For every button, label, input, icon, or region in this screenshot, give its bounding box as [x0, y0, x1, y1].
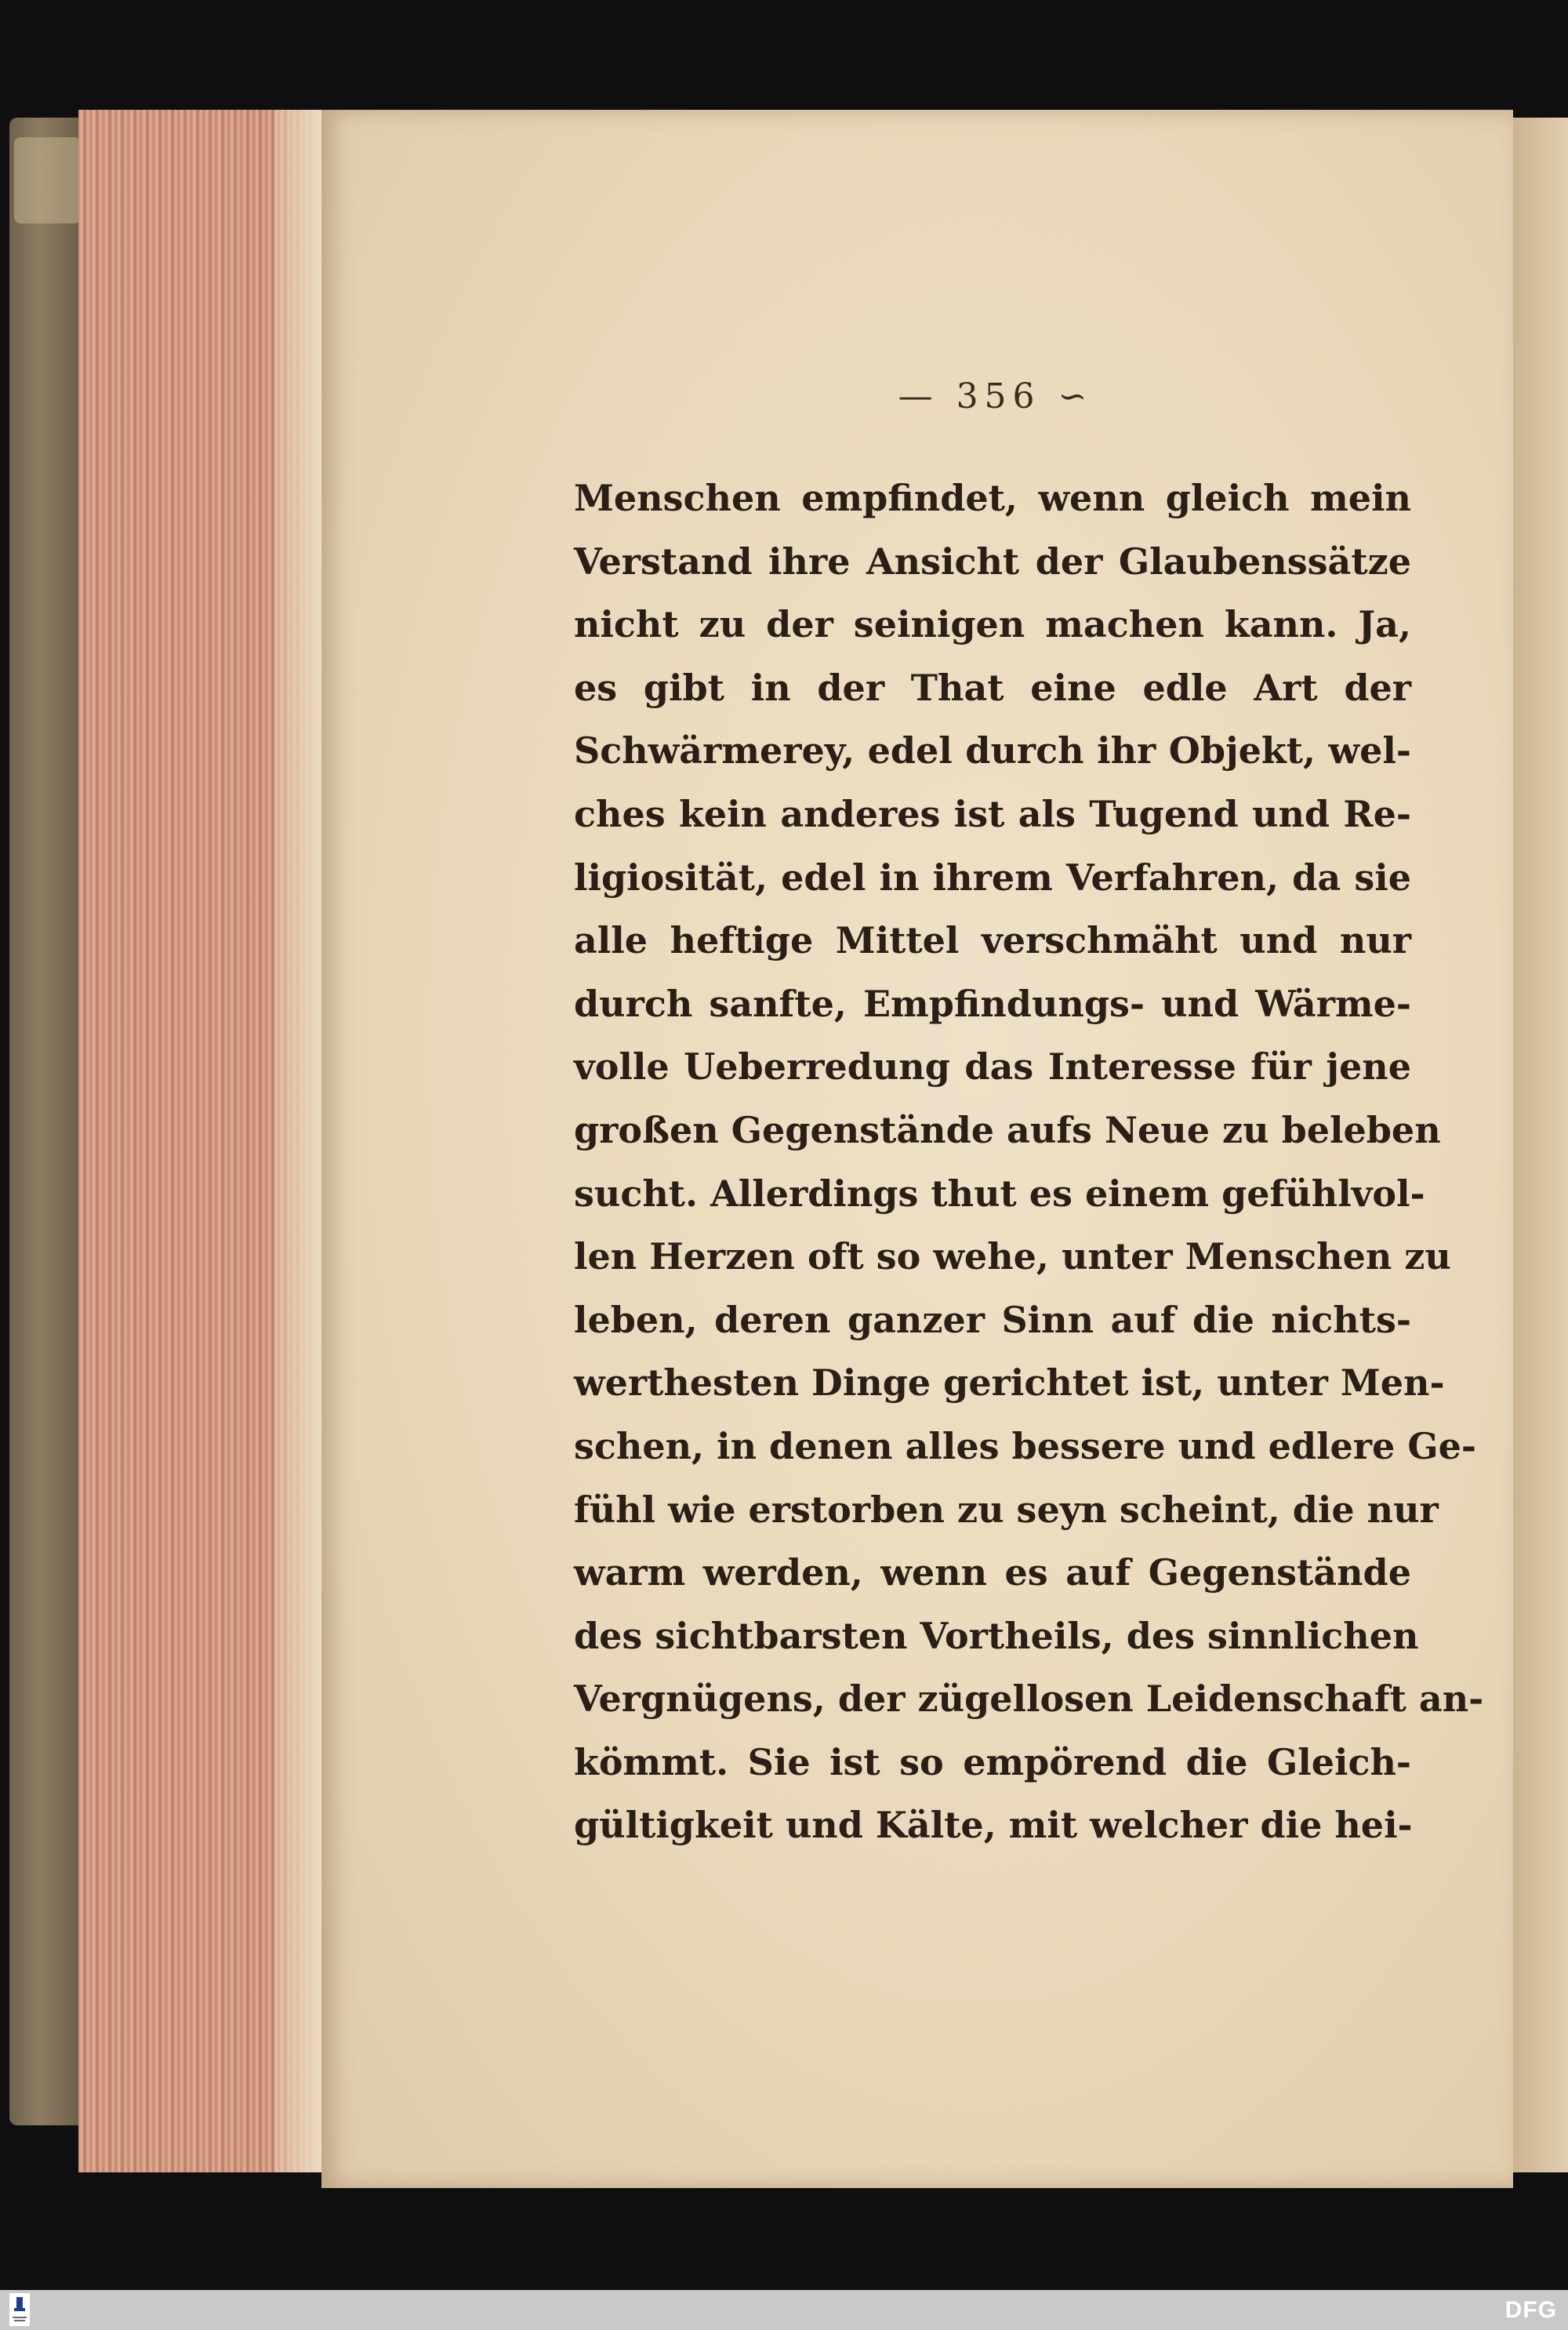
text-line: sucht. Allerdings thut es einem gefühlvol- — [574, 1172, 1425, 1215]
page-body-text — [574, 467, 1484, 1857]
text-line: nicht zu der seinigen machen kann. Ja, — [574, 603, 1411, 646]
text-line: Vergnügens, der zügellosen Leidenschaft an- — [574, 1678, 1484, 1721]
text-line: durch sanfte, Empfindungs- und Wärme- — [574, 982, 1411, 1025]
text-line: fühl wie erstorben zu seyn scheint, die nur — [574, 1488, 1439, 1531]
text-line: warm werden, wenn es auf Gegenstände — [574, 1551, 1411, 1594]
text-line: kömmt. Sie ist so empörend die Gleich- — [574, 1740, 1411, 1783]
header-rule: — — [898, 376, 939, 416]
text-line: volle Ueberredung das Interesse für jene — [574, 1045, 1411, 1089]
facing-page-edge — [1509, 118, 1568, 2172]
text-line: len Herzen oft so wehe, unter Menschen zu — [574, 1235, 1451, 1278]
text-line: ches kein anderes ist als Tugend und Re- — [574, 792, 1411, 835]
header-mark: ∽ — [1058, 376, 1094, 416]
page-header — [855, 376, 1137, 423]
page-edges — [78, 110, 323, 2172]
page-number: 356 — [956, 376, 1041, 416]
viewer-footer-bar — [0, 2290, 1568, 2330]
text-line: werthesten Dinge gerichtet ist, unter Men- — [574, 1361, 1445, 1405]
dfg-logo: DFG — [1504, 2297, 1557, 2323]
cover-wear — [14, 137, 81, 224]
text-line: Schwärmerey, edel durch ihr Objekt, wel- — [574, 729, 1411, 772]
library-logo-icon — [9, 2293, 30, 2326]
text-line: ligiosität, edel in ihrem Verfahren, da sie — [574, 856, 1411, 899]
text-line: großen Gegenstände aufs Neue zu beleben — [574, 1108, 1441, 1151]
text-line: Menschen empfindet, wenn gleich mein — [574, 477, 1411, 519]
text-line: es gibt in der That eine edle Art der — [574, 666, 1411, 709]
text-line: gültigkeit und Kälte, mit welcher die hei- — [574, 1804, 1413, 1847]
text-line: Verstand ihre Ansicht der Glaubenssätze — [574, 540, 1411, 583]
text-line: des sichtbarsten Vortheils, des sinnlichen — [574, 1614, 1419, 1657]
text-line: schen, in denen alles bessere und edlere Ge- — [574, 1424, 1476, 1467]
text-line: leben, deren ganzer Sinn auf die nichts- — [574, 1298, 1411, 1341]
text-line: alle heftige Mittel verschmäht und nur — [574, 919, 1411, 962]
